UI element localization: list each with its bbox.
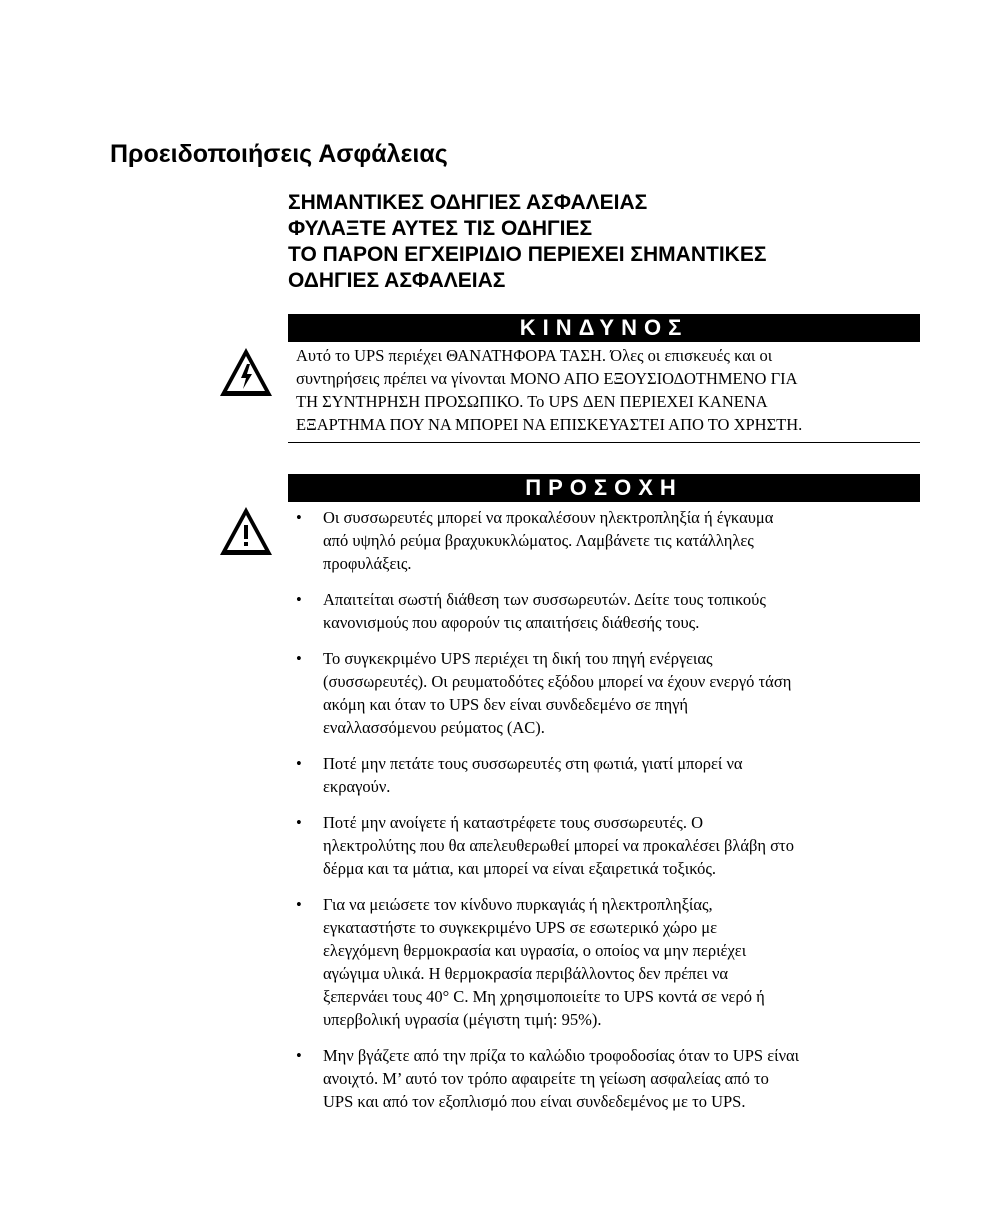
danger-text: Αυτό το UPS περιέχει ΘΑΝΑΤΗΦΟΡΑ ΤΑΣΗ. Όλες οι επισκευές και οι συντηρήσεις πρέπει να γίνονται ΜΟΝΟ ΑΠΟ ΕΞΟΥΣΙΟΔΟΤΗΜΕΝΟ ΓΙΑ ΤΗ ΣΥΝΤΗΡΗΣΗ ΠΡΟΣΩΠΙΚΟ. Το UPS ΔΕΝ ΠΕΡΙΕΧΕΙ ΚΑΝΕΝΑ ΕΞΑΡΤΗΜΑ ΠΟΥ ΝΑ ΜΠΟΡΕΙ ΝΑ ΕΠΙΣΚΕΥΑΣΤΕΙ ΑΠΟ ΤΟ ΧΡΗΣΤΗ.	[296, 346, 803, 434]
important-line: ΦΥΛΑΞΤΕ ΑΥΤΕΣ ΤΙΣ ΟΔΗΓΙΕΣ	[288, 217, 593, 240]
bullet: •	[296, 895, 302, 914]
list-item	[296, 1044, 926, 1113]
bullet: •	[296, 508, 302, 527]
caution-list	[296, 506, 926, 1126]
exclamation-warning-icon	[218, 505, 274, 557]
important-line: ΤΟ ΠΑΡΟΝ ΕΓΧΕΙΡΙΔΙΟ ΠΕΡΙΕΧΕΙ ΣΗΜΑΝΤΙΚΕΣ	[288, 243, 767, 266]
list-item	[296, 811, 926, 880]
caution-item-text: Το συγκεκριμένο UPS περιέχει τη δική του πηγή ενέργειας (συσσωρευτές). Οι ρευματοδότες εξόδου μπορεί να έχουν ενεργό τάση ακόμη και όταν το UPS δεν είναι συνδεδεμένο σε πηγή εναλλασσόμενου ρεύματος (AC).	[323, 649, 792, 737]
list-item	[296, 893, 926, 1031]
caution-item-text: Ποτέ μην ανοίγετε ή καταστρέφετε τους συσσωρευτές. Ο ηλεκτρολύτης που θα απελευθερωθεί μπορεί να προκαλέσει βλάβη στο δέρμα και τα μάτια, και μπορεί να είναι εξαιρετικά τοξικός.	[323, 813, 794, 878]
important-line: ΟΔΗΓΙΕΣ ΑΣΦΑΛΕΙΑΣ	[288, 269, 506, 292]
list-item	[296, 588, 926, 634]
bullet: •	[296, 590, 302, 609]
list-item	[296, 647, 926, 739]
caution-item-text: Ποτέ μην πετάτε τους συσσωρευτές στη φωτιά, γιατί μπορεί να εκραγούν.	[323, 754, 743, 796]
caution-item-text: Απαιτείται σωστή διάθεση των συσσωρευτών. Δείτε τους τοπικούς κανονισμούς που αφορούν τις απαιτήσεις διάθεσής τους.	[323, 590, 766, 632]
caution-item-text: Για να μειώσετε τον κίνδυνο πυρκαγιάς ή ηλεκτροπληξίας, εγκαταστήστε το συγκεκριμένο UPS σε εσωτερικό χώρο με ελεγχόμενη θερμοκρασία και υγρασία, ο οποίος να μην περιέχει αγώγιμα υλικά. Η θερμοκρασία περιβάλλοντος δεν πρέπει να ξεπερνάει τους 40° C. Μη χρησιμοποιείτε το UPS κοντά σε νερό ή υπερβολική υγρασία (μέγιστη τιμή: 95%).	[323, 895, 765, 1029]
divider	[288, 442, 920, 443]
bullet: •	[296, 649, 302, 668]
bullet: •	[296, 1046, 302, 1065]
caution-item-text: Μην βγάζετε από την πρίζα το καλώδιο τροφοδοσίας όταν το UPS είναι ανοιχτό. Μ’ αυτό τον τρόπο αφαιρείτε τη γείωση ασφαλείας από το UPS και από τον εξοπλισμό που είναι συνδεδεμένος με το UPS.	[323, 1046, 800, 1111]
bullet: •	[296, 813, 302, 832]
list-item	[296, 506, 926, 575]
danger-banner: ΚΙΝΔΥΝΟΣ	[288, 314, 920, 342]
important-line: ΣΗΜΑΝΤΙΚΕΣ ΟΔΗΓΙΕΣ ΑΣΦΑΛΕΙΑΣ	[288, 191, 648, 214]
caution-banner: ΠΡΟΣΟΧΗ	[288, 474, 920, 502]
caution-item-text: Οι συσσωρευτές μπορεί να προκαλέσουν ηλεκτροπληξία ή έγκαυμα από υψηλό ρεύμα βραχυκυκλώματος. Λαμβάνετε τις κατάλληλες προφυλάξεις.	[323, 508, 774, 573]
high-voltage-warning-icon	[218, 346, 274, 398]
page-title: Προειδοποιήσεις Ασφάλειας	[110, 140, 448, 168]
important-instructions-heading	[288, 190, 766, 294]
bullet: •	[296, 754, 302, 773]
list-item	[296, 752, 926, 798]
